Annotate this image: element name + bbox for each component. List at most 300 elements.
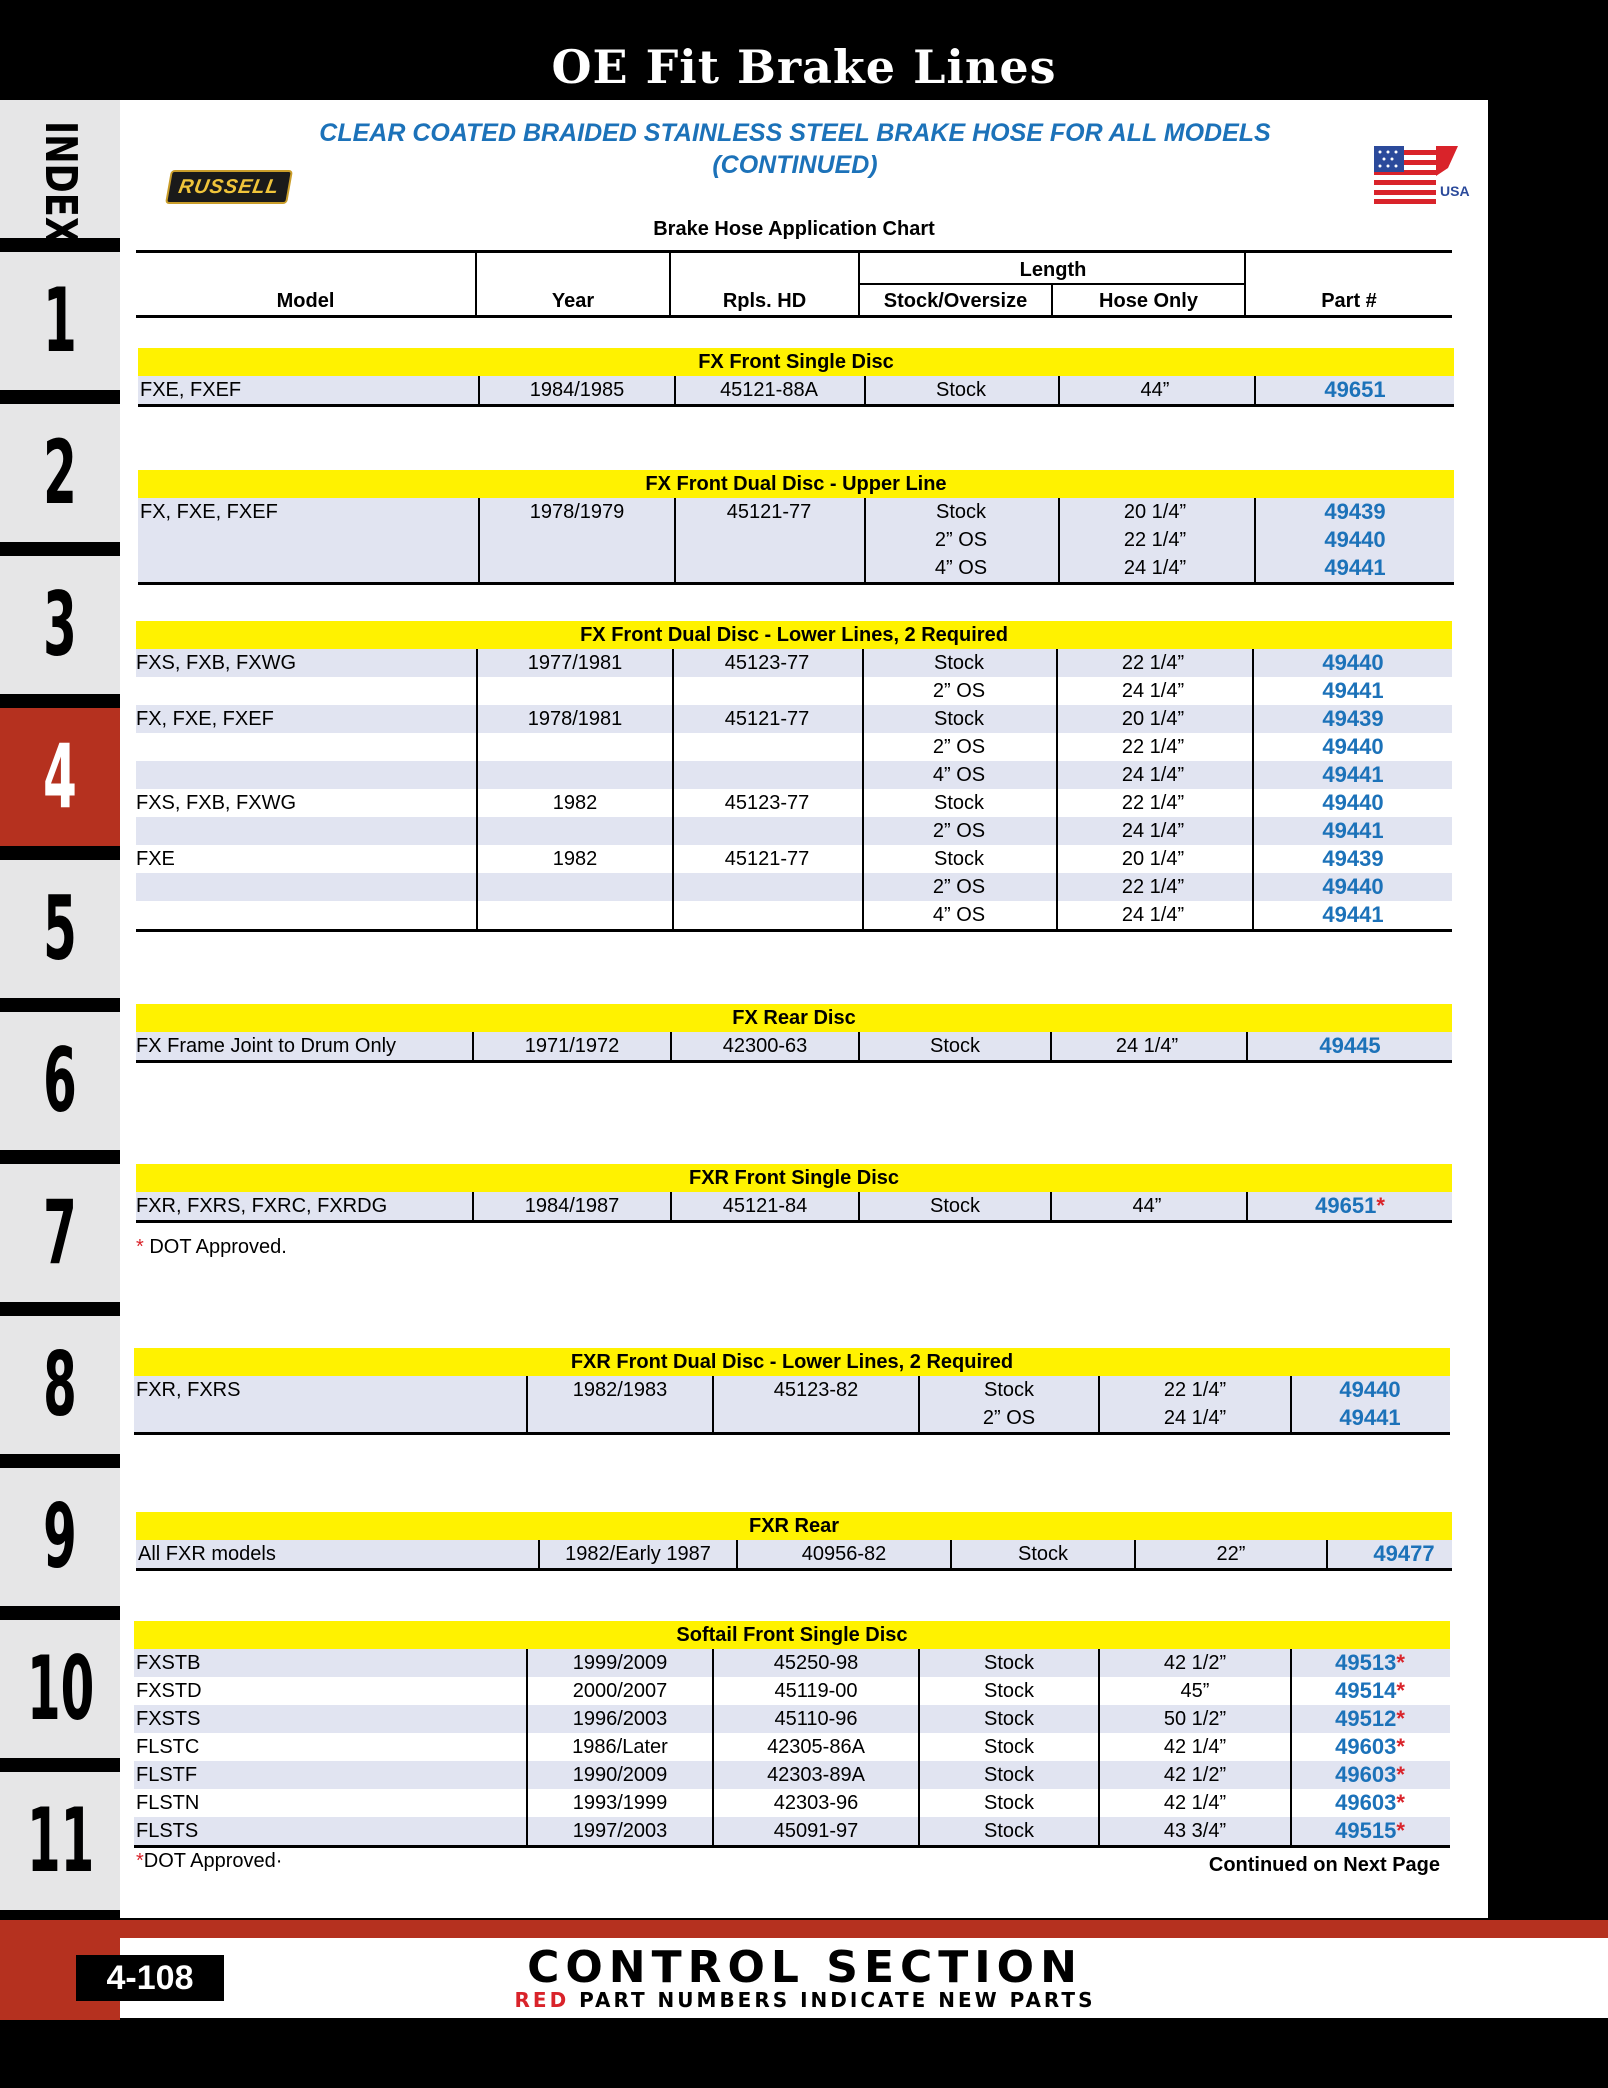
cell-hose-only: 22”	[1216, 1543, 1246, 1565]
column-divider	[858, 1032, 860, 1060]
cell-hose-only: 20 1/4”	[1121, 708, 1185, 730]
cell-stock-oversize: 4” OS	[932, 764, 986, 786]
column-divider	[1134, 1540, 1136, 1568]
table-row	[136, 1032, 1452, 1060]
column-divider	[472, 1032, 474, 1060]
table-row	[134, 1761, 1450, 1789]
tab-divider	[0, 694, 120, 708]
cell-part[interactable]: 49440	[1322, 790, 1384, 815]
section-bottom-rule	[136, 1568, 1452, 1571]
cell-stock-oversize: Stock	[983, 1652, 1035, 1674]
tab-9[interactable]	[0, 1468, 120, 1606]
cell-model: All FXR models	[138, 1543, 276, 1565]
cell-model	[136, 1404, 526, 1432]
table-section	[138, 470, 1454, 585]
column-divider	[1050, 1032, 1052, 1060]
table-row	[138, 554, 1454, 582]
cell-part[interactable]: 49477	[1373, 1541, 1435, 1566]
tab-2[interactable]	[0, 404, 120, 542]
cell-hose-only: 50 1/2”	[1163, 1708, 1227, 1730]
cell-stock-oversize: Stock	[935, 379, 987, 401]
cell-year: 1971/1972	[524, 1035, 620, 1057]
russell-logo	[165, 170, 293, 204]
footer-accent-bar	[0, 1920, 1608, 1938]
table-row	[136, 845, 1452, 873]
tab-label: INDEX	[35, 121, 86, 244]
cell-year: 1982	[552, 848, 598, 870]
cell-model: FXSTS	[136, 1708, 201, 1730]
cell-stock-oversize: Stock	[983, 1680, 1035, 1702]
cell-stock-oversize: Stock	[933, 652, 985, 674]
col-rpls: Rpls. HD	[722, 290, 807, 312]
cell-stock-oversize: Stock	[983, 1820, 1035, 1842]
cell-year	[478, 761, 672, 789]
cell-hose-only: 44”	[1132, 1195, 1162, 1217]
chart-title: Brake Hose Application Chart	[653, 218, 935, 240]
cell-part[interactable]: 49441	[1322, 678, 1384, 703]
cell-rpls: 45250-98	[773, 1652, 859, 1674]
new-parts-note	[120, 1988, 1490, 2012]
cell-year: 1984/1985	[529, 379, 625, 401]
cell-model: FX, FXE, FXEF	[140, 501, 278, 523]
tab-5[interactable]	[0, 860, 120, 998]
cell-part[interactable]: 49651	[1324, 377, 1386, 402]
section-bottom-rule	[136, 1060, 1452, 1063]
cell-rpls: 45123-77	[724, 792, 810, 814]
cell-model	[140, 526, 476, 554]
cell-model	[136, 901, 476, 929]
table-row	[136, 677, 1452, 705]
cell-model: FXE, FXEF	[140, 379, 242, 401]
column-divider	[864, 498, 866, 582]
cell-part[interactable]: 49515*	[1335, 1818, 1405, 1843]
tab-11[interactable]	[0, 1772, 120, 1910]
cell-hose-only: 42 1/4”	[1163, 1736, 1227, 1758]
cell-part[interactable]: 49603*	[1335, 1790, 1405, 1815]
note-text: DOT Approved·	[143, 1850, 283, 1872]
cell-rpls	[676, 554, 862, 582]
cell-hose-only: 24 1/4”	[1121, 904, 1185, 926]
col-length: Length	[1019, 259, 1087, 281]
tab-label: 8	[43, 1333, 77, 1436]
cell-part[interactable]: 49439	[1322, 706, 1384, 731]
column-divider	[674, 498, 676, 582]
tab-4-active[interactable]	[0, 708, 120, 846]
cell-rpls: 45123-82	[773, 1379, 859, 1401]
table-row	[136, 1192, 1452, 1220]
cell-rpls: 45121-77	[724, 848, 810, 870]
red-word: RED	[514, 1988, 570, 2012]
cell-part[interactable]: 49439	[1324, 499, 1386, 524]
column-divider	[478, 498, 480, 582]
tab-label: 4	[43, 725, 77, 828]
dot-star: *	[1396, 1706, 1405, 1731]
cell-stock-oversize: 2” OS	[982, 1407, 1036, 1429]
tab-10[interactable]	[0, 1620, 120, 1758]
cell-hose-only: 20 1/4”	[1123, 501, 1187, 523]
section-header: FXR Front Dual Disc - Lower Lines, 2 Required	[134, 1348, 1450, 1376]
note-rest: PART NUMBERS INDICATE NEW PARTS	[569, 1988, 1096, 2012]
tab-6[interactable]	[0, 1012, 120, 1150]
cell-rpls	[674, 677, 860, 705]
cell-stock-oversize: Stock	[933, 848, 985, 870]
cell-model: FX, FXE, FXEF	[136, 708, 274, 730]
section-bottom-rule	[138, 404, 1454, 407]
tab-label: 2	[43, 421, 77, 524]
table-section	[138, 348, 1454, 407]
cell-hose-only: 44”	[1140, 379, 1170, 401]
cell-stock-oversize: 2” OS	[932, 876, 986, 898]
cell-model: FXR, FXRS, FXRC, FXRDG	[136, 1195, 388, 1217]
cell-model	[136, 817, 476, 845]
column-divider	[862, 649, 864, 929]
section-header: FX Front Dual Disc - Lower Lines, 2 Required	[136, 621, 1452, 649]
tab-index[interactable]	[0, 100, 120, 244]
cell-hose-only: 43 3/4”	[1163, 1820, 1227, 1842]
dot-star: *	[1376, 1193, 1385, 1218]
cell-hose-only: 24 1/4”	[1163, 1407, 1227, 1429]
table-header	[136, 250, 1452, 318]
column-divider	[1290, 1649, 1292, 1845]
cell-year: 1986/Later	[572, 1736, 668, 1758]
column-divider	[1056, 649, 1058, 929]
cell-part[interactable]: 49440	[1322, 734, 1384, 759]
cell-hose-only: 24 1/4”	[1121, 680, 1185, 702]
cell-part[interactable]: 49439	[1322, 846, 1384, 871]
dot-note-softail	[136, 1850, 282, 1873]
cell-part[interactable]: 49513*	[1335, 1650, 1405, 1675]
table-section	[136, 1164, 1452, 1223]
cell-year	[478, 733, 672, 761]
tab-label: 1	[43, 269, 77, 372]
cell-part[interactable]: 49651*	[1315, 1193, 1385, 1218]
cell-hose-only: 24 1/4”	[1123, 557, 1187, 579]
table-row	[134, 1677, 1450, 1705]
cell-stock-oversize: 2” OS	[934, 529, 988, 551]
col-part: Part #	[1321, 290, 1377, 312]
column-divider	[736, 1540, 738, 1568]
column-divider	[472, 1192, 474, 1220]
cell-year	[478, 873, 672, 901]
cell-year: 1982	[552, 792, 598, 814]
table-row	[136, 901, 1452, 929]
cell-rpls	[674, 901, 860, 929]
cell-rpls	[714, 1404, 918, 1432]
cell-rpls: 45121-88A	[720, 379, 818, 401]
column-divider	[1098, 1376, 1100, 1432]
section-name: CONTROL SECTION	[527, 1942, 1083, 1993]
section-header: FXR Rear	[136, 1512, 1452, 1540]
column-divider	[1326, 1540, 1328, 1568]
svg-text:USA: USA	[1440, 183, 1470, 199]
cell-model: FX Frame Joint to Drum Only	[136, 1035, 397, 1057]
table-row	[138, 526, 1454, 554]
dot-star: *	[1396, 1678, 1405, 1703]
cell-year: 1984/1987	[524, 1195, 620, 1217]
logo-text: RUSSELL	[176, 176, 282, 198]
cell-stock-oversize: Stock	[929, 1035, 981, 1057]
cell-part[interactable]: 49441	[1322, 762, 1384, 787]
note-star: *	[136, 1236, 144, 1258]
cell-hose-only: 42 1/2”	[1163, 1764, 1227, 1786]
cell-year: 2000/2007	[572, 1680, 668, 1702]
section-header: Softail Front Single Disc	[134, 1621, 1450, 1649]
cell-year	[478, 901, 672, 929]
dot-star: *	[1396, 1650, 1405, 1675]
cell-stock-oversize: Stock	[935, 501, 987, 523]
cell-stock-oversize: Stock	[983, 1736, 1035, 1758]
cell-rpls	[674, 761, 860, 789]
cell-rpls: 45121-84	[722, 1195, 808, 1217]
cell-part[interactable]: 49512*	[1335, 1706, 1405, 1731]
column-divider	[1058, 498, 1060, 582]
cell-stock-oversize: Stock	[983, 1708, 1035, 1730]
dot-star: *	[1396, 1790, 1405, 1815]
column-divider	[478, 376, 480, 404]
table-row	[136, 817, 1452, 845]
cell-hose-only: 42 1/4”	[1163, 1792, 1227, 1814]
cell-part[interactable]: 49440	[1322, 650, 1384, 675]
table-row	[134, 1789, 1450, 1817]
cell-year: 1999/2009	[572, 1652, 668, 1674]
table-section	[136, 1512, 1452, 1571]
cell-stock-oversize: 2” OS	[932, 820, 986, 842]
cell-year: 1982/1983	[572, 1379, 668, 1401]
table-row	[134, 1733, 1450, 1761]
cell-rpls: 40956-82	[801, 1543, 887, 1565]
cell-rpls: 42303-89A	[767, 1764, 865, 1786]
tab-divider	[0, 846, 120, 860]
cell-stock-oversize: Stock	[983, 1792, 1035, 1814]
column-divider	[712, 1376, 714, 1432]
page-number: 4-108	[76, 1955, 224, 2001]
cell-year	[478, 677, 672, 705]
note-star: *	[136, 1850, 144, 1872]
cell-rpls: 42303-96	[773, 1792, 859, 1814]
cell-year: 1990/2009	[572, 1764, 668, 1786]
column-divider	[918, 1376, 920, 1432]
cell-part[interactable]: 49445	[1319, 1033, 1381, 1058]
col-stock-oversize: Stock/Oversize	[883, 290, 1028, 312]
cell-stock-oversize: 4” OS	[932, 904, 986, 926]
table-section	[136, 621, 1452, 932]
cell-model: FLSTN	[136, 1792, 200, 1814]
table-section	[136, 1004, 1452, 1063]
cell-hose-only: 42 1/2”	[1163, 1652, 1227, 1674]
tab-label: 9	[43, 1485, 77, 1588]
cell-part[interactable]: 49603*	[1335, 1734, 1405, 1759]
col-hose-only: Hose Only	[1099, 290, 1198, 312]
cell-stock-oversize: Stock	[929, 1195, 981, 1217]
column-divider	[1246, 1192, 1248, 1220]
cell-part[interactable]: 49441	[1324, 555, 1386, 580]
cell-model: FXE	[136, 848, 175, 870]
cell-rpls	[674, 817, 860, 845]
dot-note-fxr	[136, 1236, 287, 1259]
table-row	[136, 649, 1452, 677]
table-row	[138, 498, 1454, 526]
cell-rpls: 45110-96	[774, 1708, 858, 1730]
cell-rpls: 45119-00	[774, 1680, 858, 1702]
cell-year	[478, 817, 672, 845]
cell-stock-oversize: 2” OS	[932, 736, 986, 758]
cell-stock-oversize: Stock	[983, 1764, 1035, 1786]
tab-label: 6	[43, 1029, 77, 1132]
cell-part[interactable]: 49440	[1339, 1377, 1401, 1402]
cell-hose-only: 22 1/4”	[1121, 792, 1185, 814]
table-row	[136, 789, 1452, 817]
table-row	[136, 761, 1452, 789]
cell-hose-only: 24 1/4”	[1115, 1035, 1179, 1057]
section-header: FX Front Dual Disc - Upper Line	[138, 470, 1454, 498]
tab-8[interactable]	[0, 1316, 120, 1454]
cell-hose-only: 20 1/4”	[1121, 848, 1185, 870]
cell-hose-only: 24 1/4”	[1121, 764, 1185, 786]
section-header: FX Front Single Disc	[138, 348, 1454, 376]
column-divider	[538, 1540, 540, 1568]
cell-hose-only: 22 1/4”	[1163, 1379, 1227, 1401]
cell-stock-oversize: Stock	[933, 792, 985, 814]
tab-label: 3	[43, 573, 77, 676]
cell-model: FXSTD	[136, 1680, 202, 1702]
table-row	[136, 733, 1452, 761]
cell-model: FLSTS	[136, 1820, 199, 1842]
subtitle	[200, 117, 1390, 181]
column-divider	[674, 376, 676, 404]
column-divider	[526, 1376, 528, 1432]
table-row	[134, 1705, 1450, 1733]
table-row	[138, 376, 1454, 404]
made-in-usa-flag-icon	[1374, 146, 1470, 204]
cell-hose-only: 22 1/4”	[1121, 652, 1185, 674]
dot-star: *	[1396, 1762, 1405, 1787]
tab-label: 10	[27, 1637, 95, 1740]
column-divider	[1254, 498, 1256, 582]
table-section	[134, 1621, 1450, 1848]
column-divider	[1050, 1192, 1052, 1220]
cell-part[interactable]: 49441	[1322, 902, 1384, 927]
cell-year	[480, 526, 674, 554]
cell-rpls: 45121-77	[724, 708, 810, 730]
table-row	[134, 1817, 1450, 1845]
column-divider	[864, 376, 866, 404]
continued-note: Continued on Next Page	[1208, 1854, 1440, 1876]
cell-stock-oversize: 2” OS	[932, 680, 986, 702]
cell-hose-only: 22 1/4”	[1123, 529, 1187, 551]
table-section	[134, 1348, 1450, 1435]
tab-3[interactable]	[0, 556, 120, 694]
column-divider	[1290, 1376, 1292, 1432]
cell-model	[136, 873, 476, 901]
tab-label: 11	[27, 1789, 95, 1892]
col-year: Year	[551, 290, 595, 312]
column-divider	[918, 1649, 920, 1845]
tab-1[interactable]	[0, 252, 120, 390]
column-divider	[1246, 1032, 1248, 1060]
section-bottom-rule	[136, 929, 1452, 932]
cell-model: FXS, FXB, FXWG	[136, 652, 297, 674]
cell-part[interactable]: 49441	[1339, 1405, 1401, 1430]
cell-rpls	[676, 526, 862, 554]
column-divider	[670, 1192, 672, 1220]
column-divider	[1058, 376, 1060, 404]
cell-rpls: 45123-77	[724, 652, 810, 674]
cell-year: 1982/Early 1987	[565, 1543, 711, 1565]
table-row	[134, 1649, 1450, 1677]
table-row	[136, 1540, 1452, 1568]
table-row	[136, 873, 1452, 901]
cell-stock-oversize: 4” OS	[934, 557, 988, 579]
section-bottom-rule	[134, 1845, 1450, 1848]
cell-model	[136, 677, 476, 705]
dot-star: *	[1396, 1818, 1405, 1843]
table-row	[134, 1404, 1450, 1432]
section-header: FX Rear Disc	[136, 1004, 1452, 1032]
cell-year: 1977/1981	[527, 652, 623, 674]
cell-part[interactable]: 49440	[1322, 874, 1384, 899]
cell-stock-oversize: Stock	[933, 708, 985, 730]
cell-part[interactable]: 49514*	[1335, 1678, 1405, 1703]
tab-7[interactable]	[0, 1164, 120, 1302]
cell-year: 1997/2003	[572, 1820, 668, 1842]
column-divider	[672, 649, 674, 929]
cell-year: 1978/1981	[527, 708, 623, 730]
cell-model	[136, 761, 476, 789]
section-header: FXR Front Single Disc	[136, 1164, 1452, 1192]
cell-model: FLSTC	[136, 1736, 200, 1758]
column-divider	[858, 1192, 860, 1220]
cell-stock-oversize: Stock	[1017, 1543, 1069, 1565]
column-divider	[712, 1649, 714, 1845]
col-model: Model	[276, 290, 335, 312]
cell-rpls	[674, 873, 860, 901]
section-bottom-rule	[136, 1220, 1452, 1223]
column-divider	[1252, 649, 1254, 929]
cell-year: 1996/2003	[572, 1708, 668, 1730]
dot-star: *	[1396, 1734, 1405, 1759]
cell-model: FXSTB	[136, 1652, 201, 1674]
column-divider	[950, 1540, 952, 1568]
cell-part[interactable]: 49441	[1322, 818, 1384, 843]
column-divider	[526, 1649, 528, 1845]
cell-rpls: 42305-86A	[767, 1736, 865, 1758]
cell-rpls: 45121-77	[726, 501, 812, 523]
cell-year	[480, 554, 674, 582]
column-divider	[1254, 376, 1256, 404]
cell-stock-oversize: Stock	[983, 1379, 1035, 1401]
cell-rpls: 42300-63	[722, 1035, 808, 1057]
cell-hose-only: 22 1/4”	[1121, 876, 1185, 898]
cell-model: FLSTF	[136, 1764, 198, 1786]
tab-label: 7	[43, 1181, 77, 1284]
section-bottom-rule	[134, 1432, 1450, 1435]
tab-label: 5	[43, 877, 77, 980]
cell-hose-only: 24 1/4”	[1121, 820, 1185, 842]
cell-hose-only: 45”	[1180, 1680, 1210, 1702]
cell-model	[140, 554, 476, 582]
subtitle-line-2: (CONTINUED)	[712, 151, 878, 179]
page-title: OE Fit Brake Lines	[551, 40, 1057, 94]
cell-rpls: 45091-97	[773, 1820, 859, 1842]
column-divider	[670, 1032, 672, 1060]
cell-year	[528, 1404, 712, 1432]
cell-model	[136, 733, 476, 761]
cell-model: FXR, FXRS	[136, 1379, 241, 1401]
cell-year: 1978/1979	[529, 501, 625, 523]
cell-part[interactable]: 49440	[1324, 527, 1386, 552]
cell-part[interactable]: 49603*	[1335, 1762, 1405, 1787]
cell-model: FXS, FXB, FXWG	[136, 792, 297, 814]
